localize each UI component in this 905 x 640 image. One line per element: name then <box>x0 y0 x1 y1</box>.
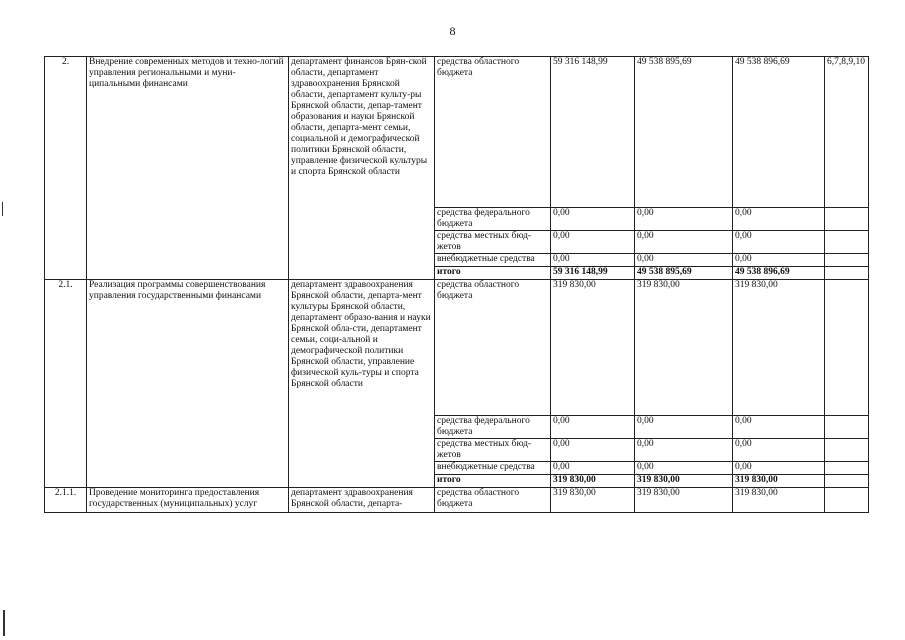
total-value: 319 830,00 <box>733 475 825 488</box>
indicator-refs <box>825 254 869 267</box>
value-cell: 0,00 <box>733 439 825 462</box>
value-cell: 0,00 <box>733 208 825 231</box>
value-cell: 0,00 <box>733 462 825 475</box>
indicator-refs <box>825 488 869 513</box>
value-cell: 0,00 <box>635 208 733 231</box>
value-cell: 0,00 <box>551 208 635 231</box>
value-cell: 319 830,00 <box>635 488 733 513</box>
value-cell: 0,00 <box>551 462 635 475</box>
value-cell: 0,00 <box>635 231 733 254</box>
source-label: внебюджетные средства <box>435 254 551 267</box>
total-label: итого <box>435 475 551 488</box>
value-cell: 0,00 <box>733 231 825 254</box>
indicator-refs: 6,7,8,9,10 <box>825 57 869 208</box>
value-cell: 0,00 <box>551 439 635 462</box>
scan-edge-mark <box>3 610 5 636</box>
value-cell: 59 316 148,99 <box>551 57 635 208</box>
source-label: средства областного бюджета <box>435 488 551 513</box>
row-number: 2.1. <box>45 280 87 488</box>
value-cell: 0,00 <box>551 231 635 254</box>
executor-cell: департамент здравоохранения Брянской области, департа-мент культуры Брянской области, департамент образо-вания и науки Брянской обла-сти, департамент семьи, соци-альной и демографической политики Брянской области, управление физической куль-туры и спорта Брянской области <box>289 280 435 488</box>
row-number: 2.1.1. <box>45 488 87 513</box>
indicator-refs <box>825 267 869 280</box>
source-label: средства местных бюд-жетов <box>435 231 551 254</box>
source-label: средства федерального бюджета <box>435 208 551 231</box>
budget-table <box>44 56 869 513</box>
value-cell: 49 538 895,69 <box>635 57 733 208</box>
executor-cell: департамент здравоохранения Брянской области, департа- <box>289 488 435 513</box>
indicator-refs <box>825 462 869 475</box>
row-number: 2. <box>45 57 87 280</box>
page-number: 8 <box>449 24 456 38</box>
value-cell: 0,00 <box>551 416 635 439</box>
source-label: средства областного бюджета <box>435 57 551 208</box>
value-cell: 319 830,00 <box>551 280 635 416</box>
indicator-refs <box>825 416 869 439</box>
indicator-refs <box>825 231 869 254</box>
scan-edge-mark <box>2 202 3 216</box>
table-row <box>45 57 869 208</box>
measure-name: Проведение мониторинга предоставления государственных (муниципальных) услуг <box>87 488 289 513</box>
indicator-refs <box>825 280 869 416</box>
total-label: итого <box>435 267 551 280</box>
value-cell: 0,00 <box>551 254 635 267</box>
source-label: средства местных бюд-жетов <box>435 439 551 462</box>
total-value: 59 316 148,99 <box>551 267 635 280</box>
total-value: 319 830,00 <box>551 475 635 488</box>
value-cell: 319 830,00 <box>733 280 825 416</box>
value-cell: 49 538 896,69 <box>733 57 825 208</box>
indicator-refs <box>825 475 869 488</box>
source-label: внебюджетные средства <box>435 462 551 475</box>
source-label: средства федерального бюджета <box>435 416 551 439</box>
value-cell: 0,00 <box>733 254 825 267</box>
indicator-refs <box>825 208 869 231</box>
table-row <box>45 488 869 513</box>
value-cell: 0,00 <box>635 439 733 462</box>
value-cell: 0,00 <box>733 416 825 439</box>
executor-cell: департамент финансов Брян-ской области, департамент здравоохранения Брянской области, департамент культу-ры Брянской области, депар-тамент образования и науки Брянской области, департа-мент семьи, социальной и демографической политики Брянской области, управление физической культуры и спорта Брянской области <box>289 57 435 280</box>
total-value: 49 538 896,69 <box>733 267 825 280</box>
value-cell: 0,00 <box>635 416 733 439</box>
value-cell: 0,00 <box>635 254 733 267</box>
table-row <box>45 280 869 416</box>
measure-name: Реализация программы совершенствования управления государственными финансами <box>87 280 289 488</box>
source-label: средства областного бюджета <box>435 280 551 416</box>
value-cell: 319 830,00 <box>551 488 635 513</box>
value-cell: 319 830,00 <box>733 488 825 513</box>
value-cell: 0,00 <box>635 462 733 475</box>
indicator-refs <box>825 439 869 462</box>
total-value: 49 538 895,69 <box>635 267 733 280</box>
total-value: 319 830,00 <box>635 475 733 488</box>
measure-name: Внедрение современных методов и техно-логий управления региональными и муни-ципальными финансами <box>87 57 289 280</box>
value-cell: 319 830,00 <box>635 280 733 416</box>
